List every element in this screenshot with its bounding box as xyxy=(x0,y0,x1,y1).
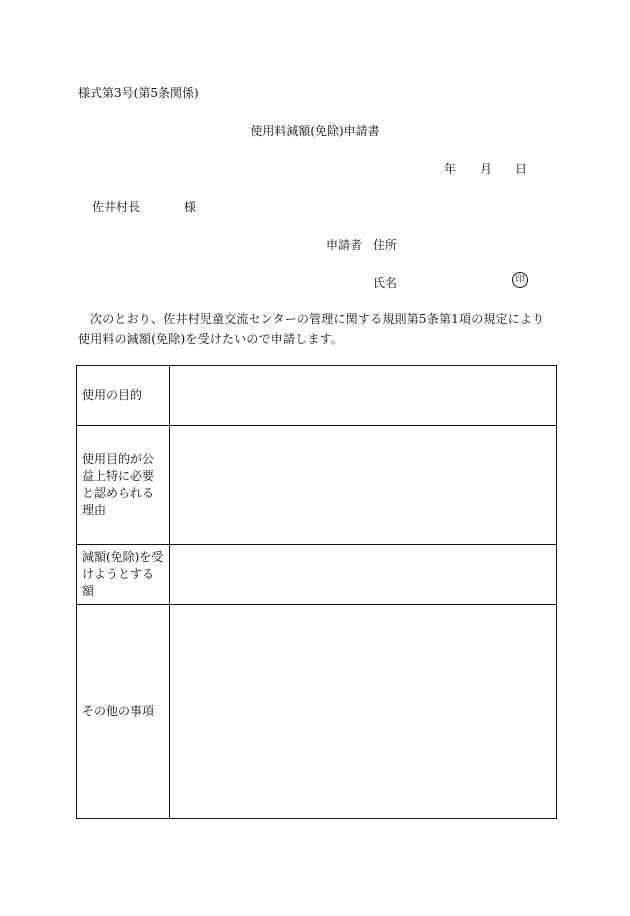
table-row xyxy=(77,605,557,819)
row-label-other: その他の事項 xyxy=(77,605,170,819)
application-table xyxy=(76,365,557,819)
date-day-label: 日 xyxy=(515,162,528,176)
row-label-purpose: 使用の目的 xyxy=(77,366,170,426)
row-value-reason[interactable] xyxy=(170,426,557,545)
addressee-name: 佐井村長 xyxy=(92,200,141,214)
document-title: 使用料減額(免除)申請書 xyxy=(250,124,380,138)
applicant-label: 申請者 xyxy=(326,238,363,252)
form-number: 様式第3号(第5条関係) xyxy=(78,86,199,100)
date-year-label: 年 xyxy=(444,162,457,176)
row-label-amount: 減額(免除)を受けようとする額 xyxy=(77,545,170,605)
table-row xyxy=(77,426,557,545)
row-value-other[interactable] xyxy=(170,605,557,819)
row-value-amount[interactable] xyxy=(170,545,557,605)
row-label-reason: 使用目的が公益上特に必要と認められる理由 xyxy=(77,426,170,545)
seal-icon: 印 xyxy=(512,272,528,288)
addressee-honorific: 様 xyxy=(184,200,197,214)
table-row xyxy=(77,366,557,426)
name-label: 氏名 xyxy=(373,276,398,290)
body-text: 次のとおり、佐井村児童交流センターの管理に関する規則第5条第1項の規定により使用料の減額(免除)を受けたいので申請します。 xyxy=(78,312,545,346)
date-month-label: 月 xyxy=(480,162,493,176)
table-row xyxy=(77,545,557,605)
address-label: 住所 xyxy=(373,238,398,252)
row-value-purpose[interactable] xyxy=(170,366,557,426)
